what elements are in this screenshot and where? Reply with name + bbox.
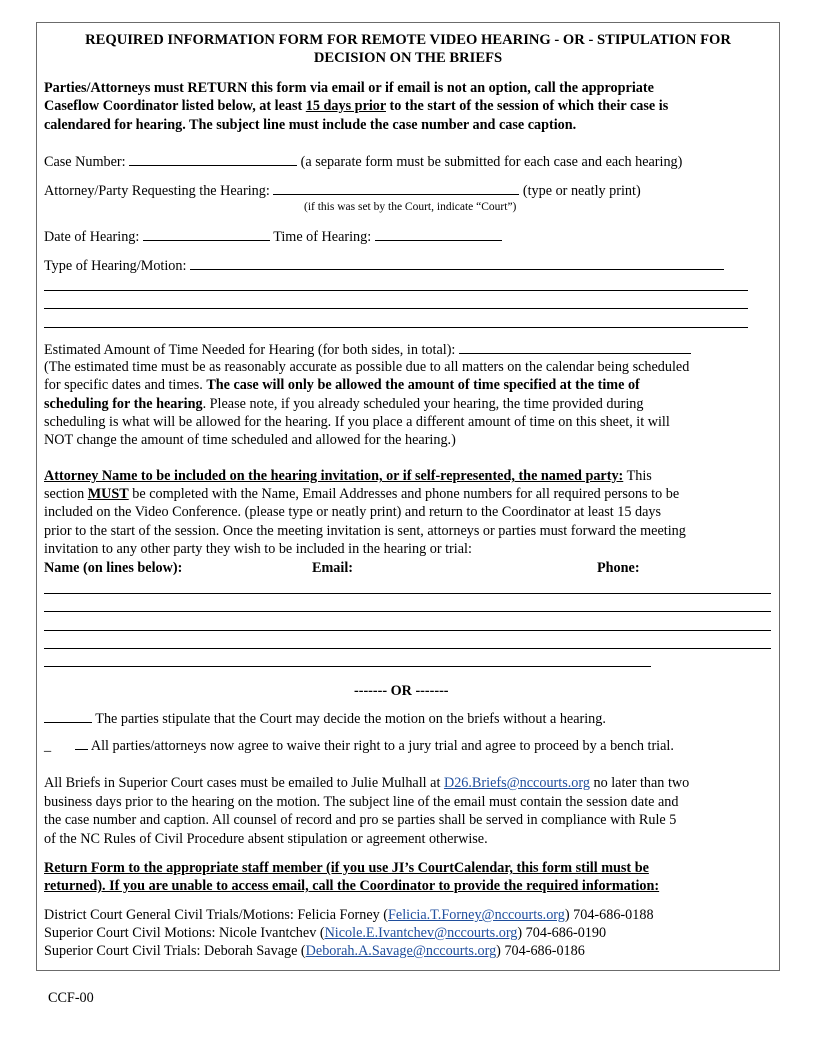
attendees-heading-row — [44, 467, 652, 485]
contact-label: Superior Court Civil Motions: Nicole Ivantchev ( — [44, 925, 325, 941]
estimate-note-5: NOT change the amount of time scheduled and allowed for the hearing.) — [44, 432, 456, 448]
estimate-emphasis: The case will only be allowed the amount of time specified at the time of — [206, 377, 640, 393]
attendees-text: be completed with the Name, Email Addresses and phone numbers for all required persons to be — [128, 486, 680, 502]
stipulation-1-text: The parties stipulate that the Court may decide the motion on the briefs without a hearing. — [95, 711, 606, 727]
briefs-text: All Briefs in Superior Court cases must be emailed to Julie Mulhall at — [44, 775, 444, 791]
time-field[interactable] — [375, 227, 502, 241]
attorney-label: Attorney/Party Requesting the Hearing: — [44, 183, 270, 199]
stipulation-2-text: All parties/attorneys now agree to waive their right to a jury trial and agree to proceed by a bench trial. — [90, 738, 674, 754]
col-phone-header: Phone: — [597, 560, 640, 576]
return-line-2: returned). If you are unable to access email, call the Coordinator to provide the required information: — [44, 878, 660, 894]
type-line-4[interactable] — [44, 327, 748, 328]
case-number-note: (a separate form must be submitted for each case and each hearing) — [300, 154, 683, 170]
estimate-note-4: scheduling is what will be allowed for the hearing. If you place a different amount of time on this sheet, it will — [44, 414, 670, 430]
contact-label: Superior Court Civil Trials: Deborah Savage ( — [44, 943, 306, 959]
contact-row — [44, 942, 585, 960]
attendee-line-5[interactable] — [44, 666, 651, 667]
attorney-row — [44, 181, 641, 200]
briefs-email-link[interactable]: D26.Briefs@nccourts.org — [443, 775, 590, 791]
estimate-text: for specific dates and times. — [44, 377, 207, 393]
type-line-3[interactable] — [44, 308, 748, 309]
stipulation-1-blank[interactable] — [44, 709, 92, 723]
intro-text: Caseflow Coordinator listed below, at least — [44, 98, 306, 114]
estimate-row — [44, 340, 691, 359]
estimate-note-3 — [44, 395, 643, 413]
case-number-row — [44, 152, 682, 171]
return-line-1: Return Form to the appropriate staff member (if you use JI’s CourtCalendar, this form still must be — [44, 860, 649, 876]
intro-line-3: calendared for hearing. The subject line must include the case number and case caption. — [44, 117, 577, 133]
intro-line-1: Parties/Attorneys must RETURN this form via email or if email is not an option, call the appropriate — [44, 80, 654, 96]
stipulation-2-row — [44, 736, 674, 755]
form-code: CCF-00 — [48, 990, 94, 1006]
contact-row — [44, 906, 654, 924]
attendees-line-4: prior to the start of the session. Once the meeting invitation is sent, attorneys or parties must forward the meeting — [44, 523, 686, 539]
time-label: Time of Hearing: — [273, 229, 372, 245]
case-number-label: Case Number: — [44, 154, 126, 170]
col-email-header: Email: — [312, 560, 353, 576]
estimate-field[interactable] — [459, 340, 691, 354]
attendee-line-4[interactable] — [44, 648, 771, 649]
contact-email-link[interactable]: Deborah.A.Savage@nccourts.org — [305, 943, 497, 959]
intro-text: to the start of the session of which their case is — [385, 98, 669, 114]
attendees-line-2 — [44, 485, 679, 503]
date-time-row — [44, 227, 502, 246]
col-name-header: Name (on lines below): — [44, 560, 183, 576]
attendees-heading: Attorney Name to be included on the hearing invitation, or if self-represented, the named party: — [44, 468, 624, 484]
date-label: Date of Hearing: — [44, 229, 140, 245]
intro-deadline: 15 days prior — [305, 98, 386, 114]
stipulation-1-row — [44, 709, 606, 728]
attorney-field[interactable] — [273, 181, 519, 195]
contact-email-link[interactable]: Felicia.T.Forney@nccourts.org — [388, 907, 565, 923]
attendee-line-2[interactable] — [44, 611, 771, 612]
contact-phone: ) 704-686-0190 — [517, 925, 607, 941]
briefs-line-2: business days prior to the hearing on the motion. The subject line of the email must contain the session date and — [44, 794, 679, 810]
intro-line-2 — [44, 97, 668, 115]
type-row — [44, 256, 724, 275]
estimate-label: Estimated Amount of Time Needed for Hearing (for both sides, in total): — [44, 342, 456, 358]
estimate-emphasis: scheduling for the hearing — [44, 396, 203, 412]
case-number-field[interactable] — [129, 152, 297, 166]
estimate-note-2 — [44, 376, 640, 394]
title-line-2: DECISION ON THE BRIEFS — [313, 50, 503, 66]
estimate-note-1: (The estimated time must be as reasonably accurate as possible due to all matters on the calendar being scheduled — [44, 359, 690, 375]
date-field[interactable] — [143, 227, 270, 241]
contact-label: District Court General Civil Trials/Motions: Felicia Forney ( — [44, 907, 389, 923]
or-divider: ------- OR ------- — [354, 683, 449, 699]
attendees-text: This — [623, 468, 652, 484]
attendee-line-1[interactable] — [44, 593, 771, 594]
contact-phone: ) 704-686-0188 — [564, 907, 654, 923]
attendees-line-3: included on the Video Conference. (please type or neatly print) and return to the Coordinator at least 15 days — [44, 504, 662, 520]
attendees-line-5: invitation to any other party they wish to be included in the hearing or trial: — [44, 541, 472, 557]
briefs-text: no later than two — [589, 775, 690, 791]
stipulation-2-blank[interactable] — [75, 736, 88, 750]
type-line-2[interactable] — [44, 290, 748, 291]
contact-email-link[interactable]: Nicole.E.Ivantchev@nccourts.org — [324, 925, 518, 941]
briefs-line-1 — [44, 774, 689, 792]
attorney-note: (type or neatly print) — [522, 183, 641, 199]
attendees-text: section — [44, 486, 88, 502]
estimate-text: . Please note, if you already scheduled your hearing, the time provided during — [202, 396, 644, 412]
attorney-sub-note: (if this was set by the Court, indicate “Court”) — [304, 201, 517, 213]
contact-phone: ) 704-686-0186 — [496, 943, 585, 959]
briefs-line-4: of the NC Rules of Civil Procedure absent stipulation or agreement otherwise. — [44, 831, 488, 847]
type-label: Type of Hearing/Motion: — [44, 258, 187, 274]
stipulation-2-prefix: _ — [44, 738, 52, 754]
attendees-must: MUST — [87, 486, 129, 502]
attendee-line-3[interactable] — [44, 630, 771, 631]
title-line-1: REQUIRED INFORMATION FORM FOR REMOTE VIDEO HEARING - OR - STIPULATION FOR — [85, 32, 731, 48]
type-field[interactable] — [190, 256, 724, 270]
contact-row — [44, 924, 606, 942]
briefs-line-3: the case number and caption. All counsel of record and pro se parties shall be served in compliance with Rule 5 — [44, 812, 677, 828]
form-title — [40, 31, 776, 67]
